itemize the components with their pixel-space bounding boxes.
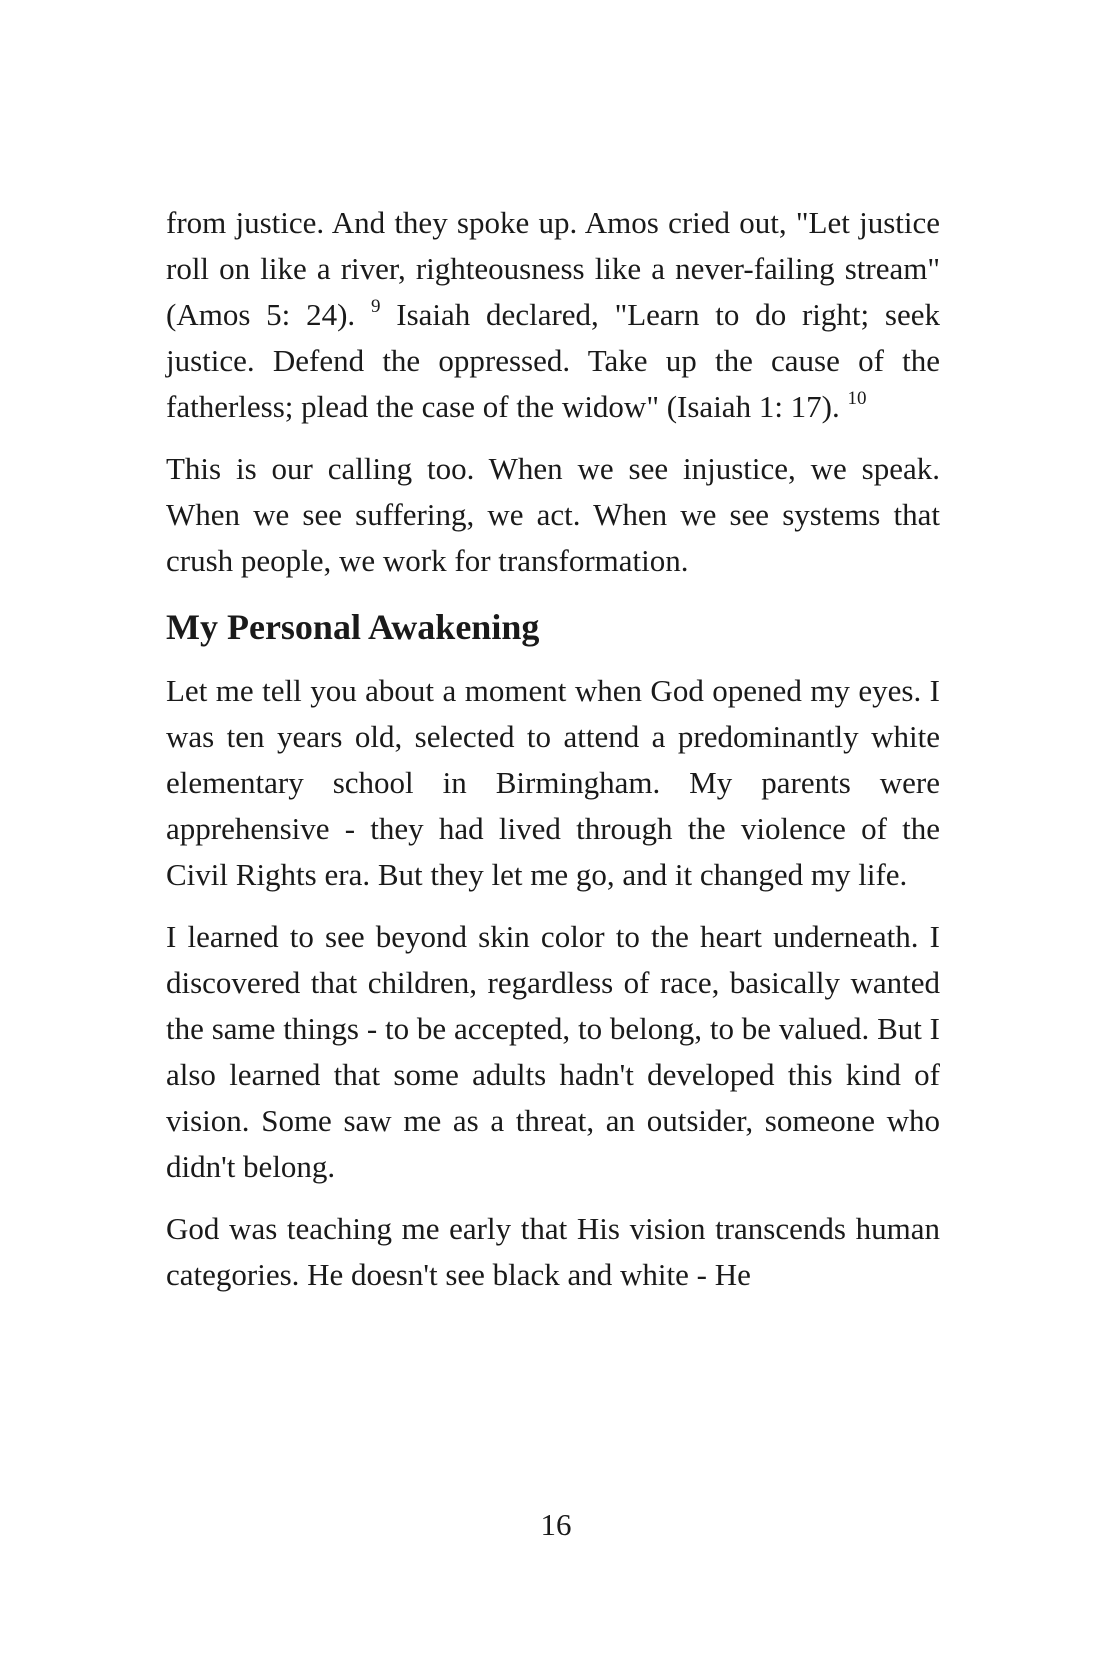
paragraph-justice-prophets xyxy=(166,200,940,430)
paragraph-awakening: Let me tell you about a moment when God opened my eyes. I was ten years old, selected to attend a predominantly white elementary school in Birmingham. My parents were apprehensive - they had lived through the violence of the Civil Rights era. But they let me go, and it changed my life. xyxy=(166,673,940,892)
paragraph-learning: I learned to see beyond skin color to the heart underneath. I discovered that children, regardless of race, basically wanted the same things - to be accepted, to belong, to be valued. But I also learned that some adults hadn't developed this kind of vision. Some saw me as a threat, an outsider, someone who didn't belong. xyxy=(166,919,940,1184)
paragraph-calling: This is our calling too. When we see injustice, we speak. When we see suffering, we act. When we see systems that crush people, we work for transformation. xyxy=(166,451,940,578)
paragraph-text: Isaiah declared, "Learn to do right; seek justice. Defend the oppressed. Take up the cause of the fatherless; plead the case of the widow" (Isaiah 1: 17). xyxy=(166,297,941,424)
section-heading: My Personal Awakening xyxy=(166,607,540,647)
paragraph-vision: God was teaching me early that His vision transcends human categories. He doesn't see black and white - He xyxy=(166,1211,940,1292)
page-number: 16 xyxy=(540,1507,572,1542)
footnote-marker[interactable]: 10 xyxy=(847,388,867,409)
paragraph-text: from justice. And they spoke up. Amos cried out, "Let justice roll on like a river, righteousness like a never-failing stream" (Amos 5: 24). xyxy=(166,205,940,332)
footnote-marker[interactable]: 9 xyxy=(370,296,381,317)
page-body xyxy=(166,200,940,1314)
